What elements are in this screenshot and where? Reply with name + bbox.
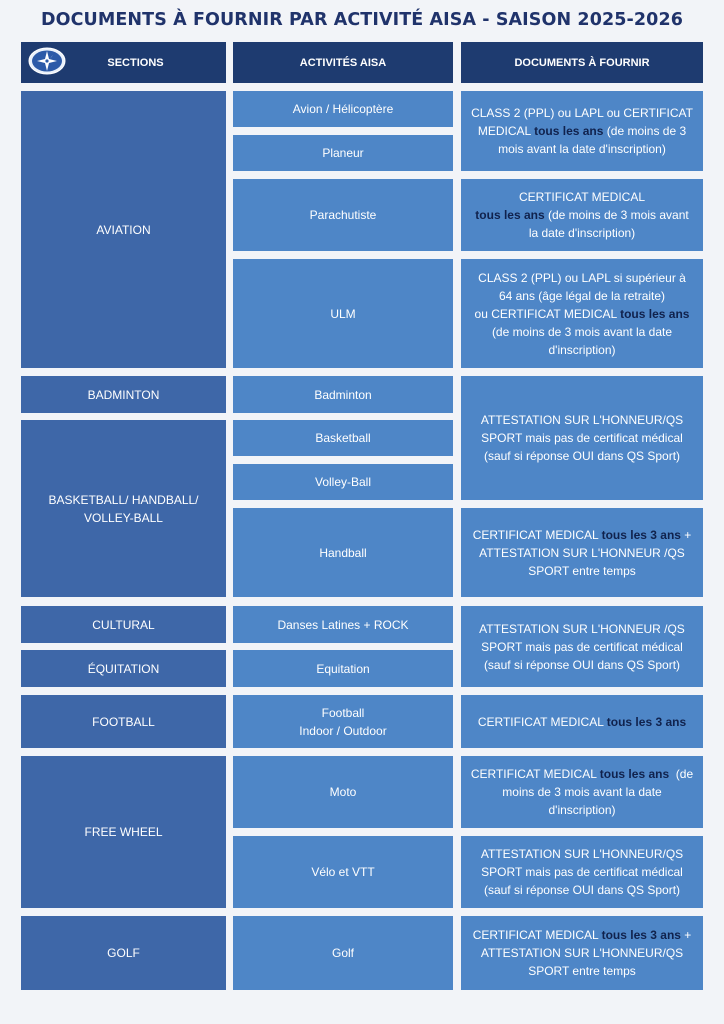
- doc-text-line: [473, 926, 692, 944]
- header-activites-label: ACTIVITÉS AISA: [299, 56, 387, 69]
- section-badminton-label: BADMINTON: [87, 387, 160, 402]
- activity-football-label-line2: Indoor / Outdoor: [299, 723, 387, 738]
- header-sections-label: SECTIONS: [107, 56, 164, 69]
- frequency-highlight: tous les 3 ans: [601, 928, 681, 942]
- doc-text-line: SPORT mais pas de certificat médical: [481, 865, 683, 879]
- section-free-wheel-label: FREE WHEEL: [84, 825, 163, 839]
- activity-moto: [233, 756, 453, 828]
- doc-text-line: [471, 765, 693, 783]
- section-basket-label-line2: VOLLEY-BALL: [84, 510, 163, 525]
- aisa-star-logo-icon: [28, 47, 66, 75]
- doc-text-fragment: +: [680, 527, 692, 542]
- doc-text-fragment: (de moins de 3 mois avant: [544, 208, 689, 222]
- activity-planeur-label: Planeur: [322, 146, 364, 160]
- section-football: [21, 695, 226, 748]
- frequency-highlight: tous les ans: [534, 124, 604, 138]
- activity-avion-label: Avion / Hélicoptère: [292, 102, 394, 116]
- doc-text-line: 64 ans (âge légal de la retraite): [498, 288, 666, 303]
- activity-golf: [233, 916, 453, 990]
- frequency-highlight: tous les 3 ans: [606, 714, 687, 729]
- activity-ulm: [233, 259, 453, 368]
- section-football-label: FOOTBALL: [92, 714, 155, 729]
- doc-text-line: (sauf si réponse OUI dans QS Sport): [483, 449, 681, 463]
- section-cultural: [21, 606, 226, 643]
- doc-cultural-equitation: [461, 606, 703, 687]
- doc-text-line: [473, 526, 692, 544]
- activity-golf-label: Golf: [331, 946, 354, 960]
- activity-football: [233, 695, 453, 748]
- header-documents-label: DOCUMENTS À FOURNIR: [514, 56, 650, 69]
- doc-text-line: [475, 305, 690, 323]
- doc-text-line: ATTESTATION SUR L'HONNEUR /QS: [479, 545, 685, 560]
- section-golf-label: GOLF: [107, 946, 140, 960]
- header-documents: [461, 42, 703, 83]
- doc-parachutiste: [461, 179, 703, 251]
- doc-velo: [461, 836, 703, 908]
- doc-text-fragment: CERTIFICAT MEDICAL: [472, 928, 602, 942]
- activity-ulm-label: ULM: [330, 306, 356, 321]
- activity-parachutiste: [233, 179, 453, 251]
- doc-text-line: [478, 713, 686, 731]
- frequency-highlight: tous les ans: [475, 208, 545, 222]
- doc-text-line: moins de 3 mois avant la date: [502, 785, 662, 799]
- section-equitation: [21, 650, 226, 687]
- activity-football-label-line1: Football: [321, 705, 365, 720]
- doc-text-line: CLASS 2 (PPL) ou LAPL si supérieur à: [478, 270, 686, 285]
- section-free-wheel: [21, 756, 226, 908]
- activity-basketball-label: Basketball: [315, 431, 371, 445]
- doc-text-line: SPORT mais pas de certificat médical: [481, 639, 683, 654]
- doc-text-line: SPORT entre temps: [528, 964, 636, 978]
- doc-handball: [461, 508, 703, 597]
- activity-moto-label: Moto: [329, 785, 357, 799]
- doc-text-fragment: (de: [669, 767, 694, 781]
- activity-danses-label: Danses Latines + ROCK: [277, 617, 409, 632]
- page-title: DOCUMENTS À FOURNIR PAR ACTIVITÉ AISA - SAISON 2025-2026: [41, 10, 683, 30]
- activity-handball-label: Handball: [319, 545, 367, 560]
- doc-avion-planeur: [461, 91, 703, 171]
- activity-danses: [233, 606, 453, 643]
- activity-badminton-label: Badminton: [314, 387, 372, 402]
- activity-handball: [233, 508, 453, 597]
- doc-moto: [461, 756, 703, 828]
- activity-velo-label: Vélo et VTT: [311, 865, 375, 879]
- doc-football: [461, 695, 703, 748]
- doc-text-fragment: CERTIFICAT MEDICAL: [470, 767, 600, 781]
- activity-avion: [233, 91, 453, 127]
- doc-text-line: CLASS 2 (PPL) ou LAPL ou CERTIFICAT: [471, 106, 693, 120]
- doc-text-line: mois avant la date d'inscription): [498, 142, 666, 156]
- section-aviation: [21, 91, 226, 368]
- doc-golf: [461, 916, 703, 990]
- doc-text-fragment: (de moins de 3: [603, 124, 687, 138]
- doc-text-fragment: ou CERTIFICAT MEDICAL: [474, 306, 621, 321]
- doc-text-fragment: CERTIFICAT MEDICAL: [472, 527, 602, 542]
- doc-text-line: SPORT mais pas de certificat médical: [481, 431, 683, 445]
- doc-text-line: ATTESTATION SUR L'HONNEUR /QS: [479, 621, 685, 636]
- frequency-highlight: tous les 3 ans: [601, 527, 681, 542]
- activity-volleyball: [233, 464, 453, 500]
- activity-planeur: [233, 135, 453, 171]
- doc-text-line: d'inscription): [548, 803, 616, 817]
- doc-text-line: [471, 122, 693, 140]
- doc-text-line: [475, 206, 688, 224]
- activity-velo: [233, 836, 453, 908]
- header-activites: [233, 42, 453, 83]
- activity-volleyball-label: Volley-Ball: [314, 475, 372, 489]
- doc-ulm: [461, 259, 703, 368]
- section-basket-hand-volley: [21, 420, 226, 597]
- activity-equitation-label: Equitation: [316, 661, 370, 676]
- section-aviation-label: AVIATION: [96, 222, 151, 237]
- doc-text-line: ATTESTATION SUR L'HONNEUR/QS: [480, 847, 684, 861]
- doc-attestation-badminton-basket-volley: [461, 376, 703, 500]
- frequency-highlight: tous les ans: [599, 767, 670, 781]
- frequency-highlight: tous les ans: [620, 306, 690, 321]
- section-basket-label-line1: BASKETBALL/ HANDBALL/: [48, 492, 199, 507]
- doc-text-line: SPORT entre temps: [528, 563, 636, 578]
- doc-text-line: CERTIFICAT MEDICAL: [518, 190, 646, 204]
- doc-text-fragment: MEDICAL: [477, 124, 535, 138]
- doc-text-line: ATTESTATION SUR L'HONNEUR/QS: [480, 946, 684, 960]
- activity-equitation: [233, 650, 453, 687]
- doc-text-fragment: CERTIFICAT MEDICAL: [477, 714, 607, 729]
- doc-text-line: (de moins de 3 mois avant la date: [491, 324, 673, 339]
- activity-basketball: [233, 420, 453, 456]
- doc-text-line: la date d'inscription): [528, 226, 636, 240]
- doc-text-line: ATTESTATION SUR L'HONNEUR/QS: [480, 413, 684, 427]
- doc-text-line: d'inscription): [548, 342, 616, 357]
- doc-text-line: (sauf si réponse OUI dans QS Sport): [483, 657, 681, 672]
- doc-text-line: (sauf si réponse OUI dans QS Sport): [483, 883, 681, 897]
- section-equitation-label: ÉQUITATION: [87, 661, 160, 676]
- section-badminton: [21, 376, 226, 413]
- activity-badminton: [233, 376, 453, 413]
- doc-text-fragment: +: [680, 928, 692, 942]
- activity-parachutiste-label: Parachutiste: [309, 208, 377, 222]
- section-cultural-label: CULTURAL: [92, 617, 155, 632]
- section-golf: [21, 916, 226, 990]
